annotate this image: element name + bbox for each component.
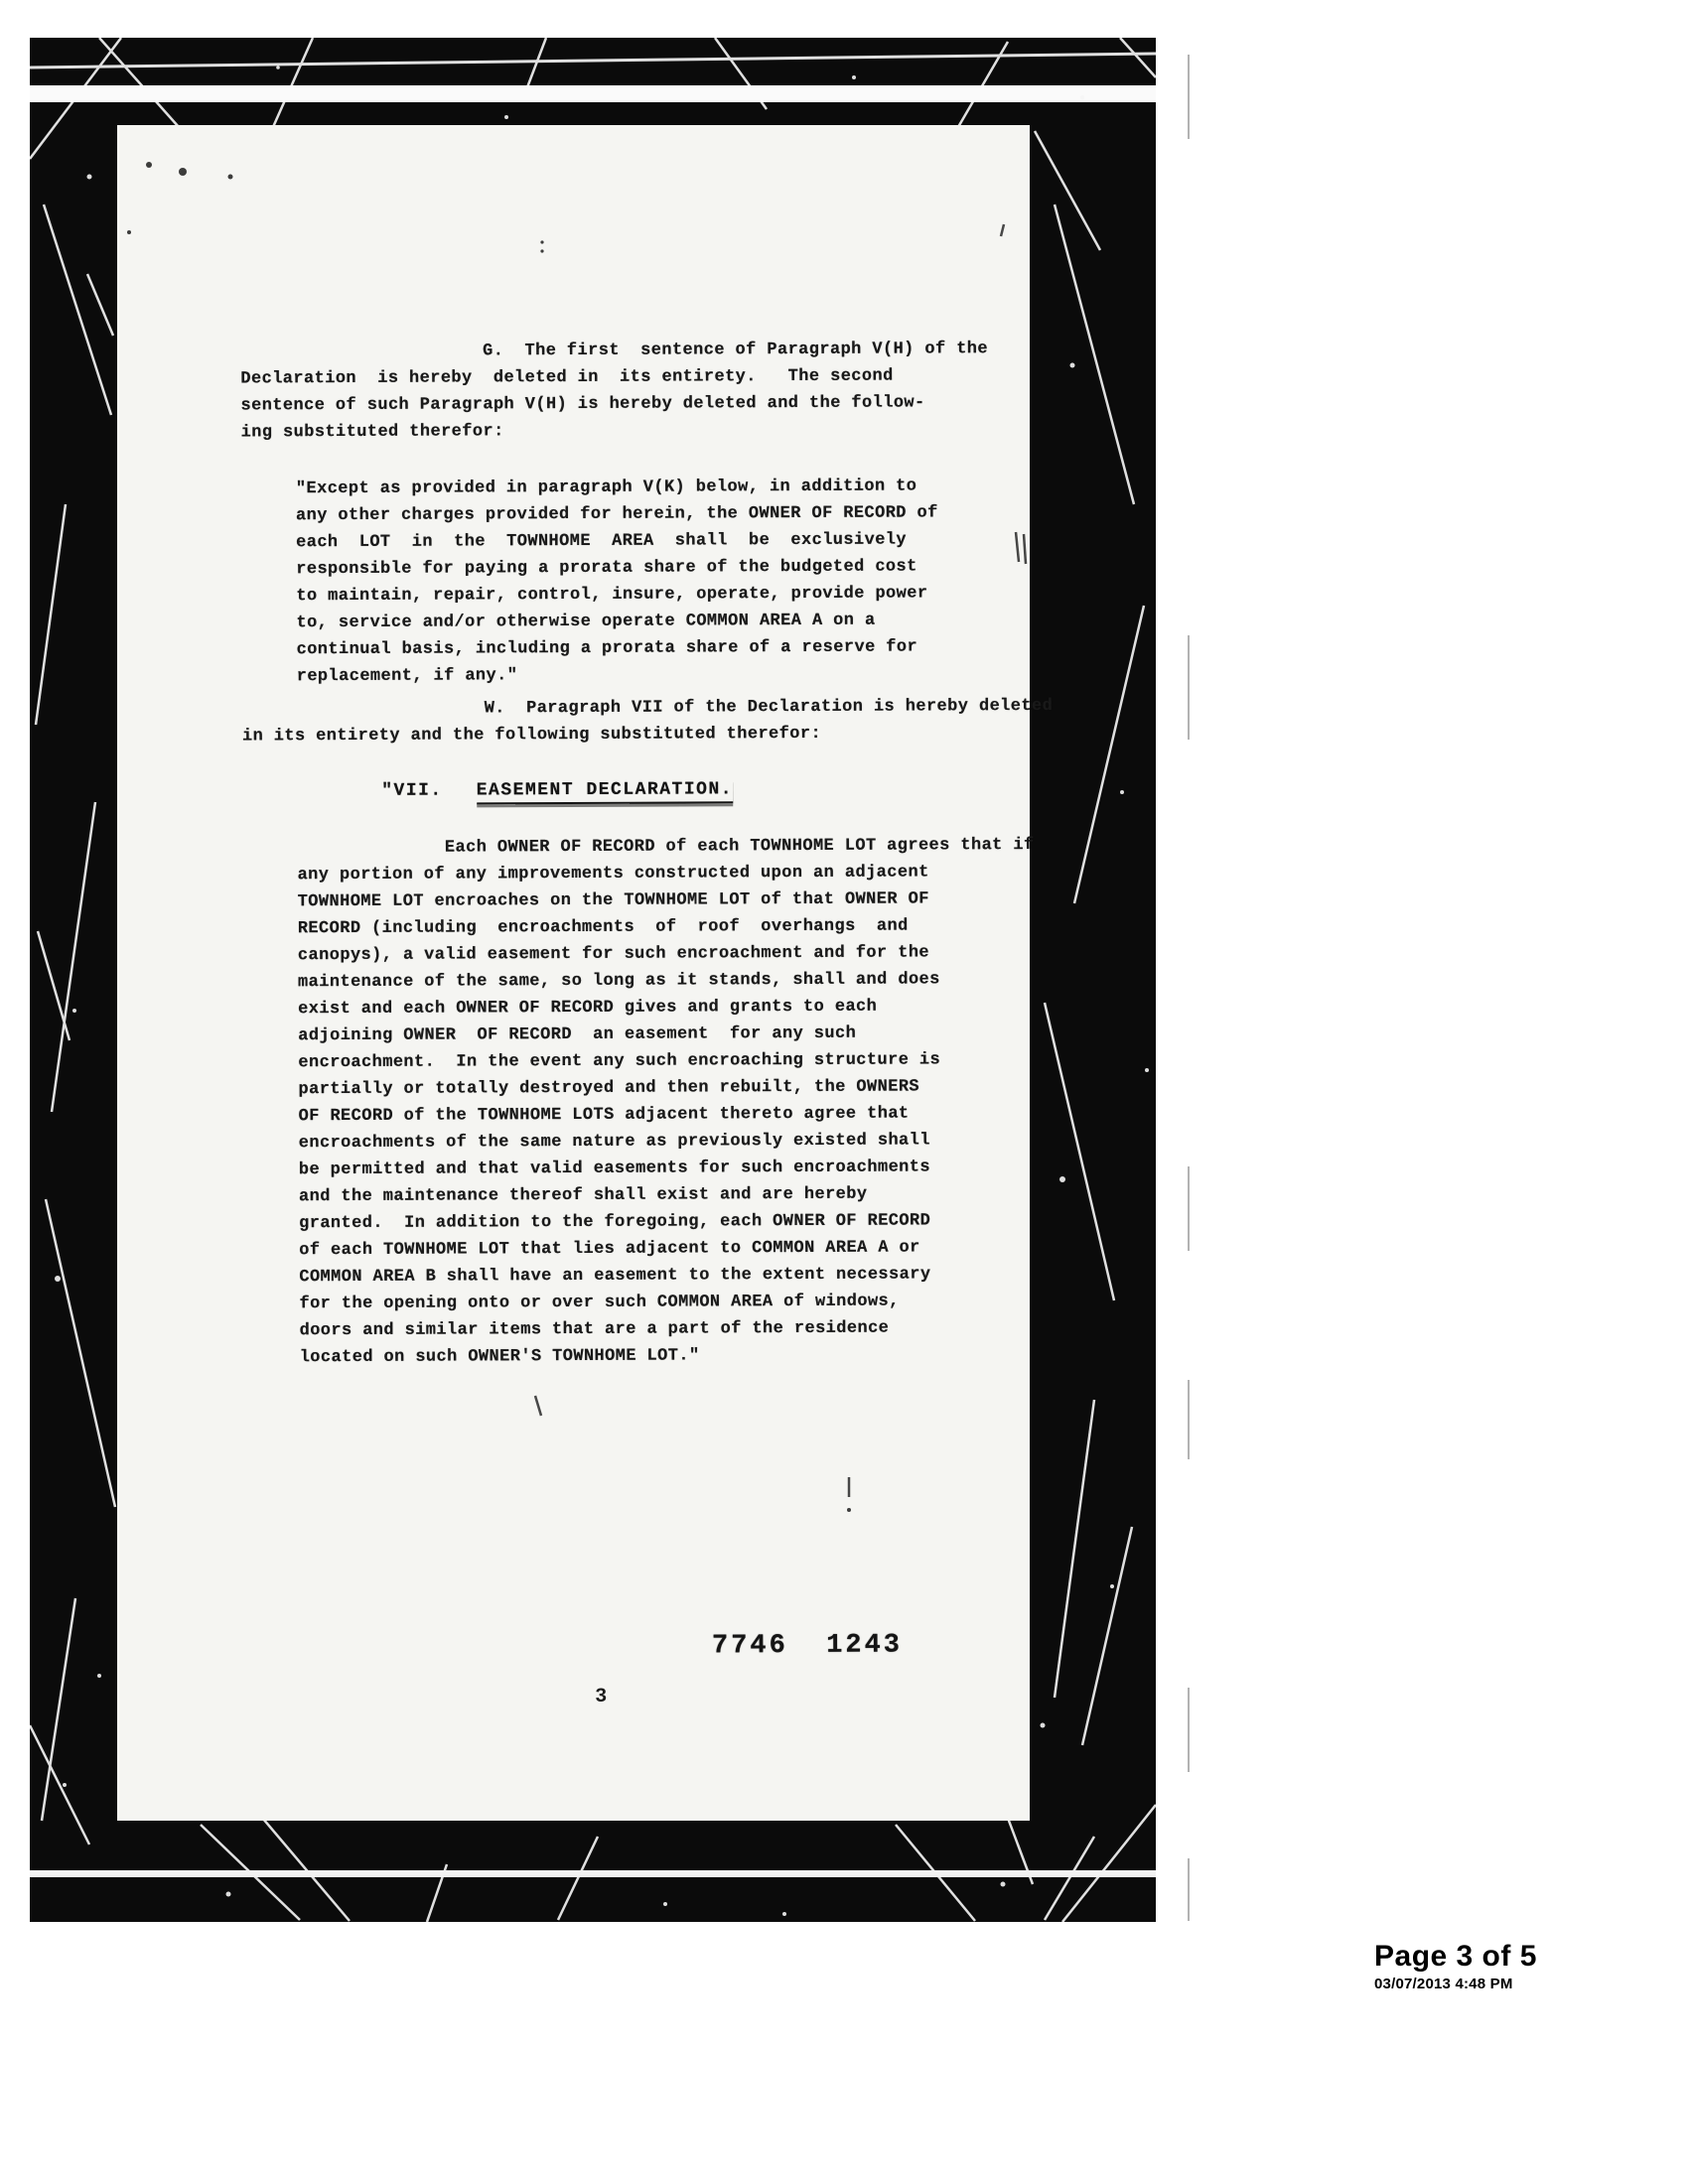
footer-page-label: Page 3 of 5 xyxy=(1374,1940,1537,1973)
recorder-stamp-number: 7746 1243 xyxy=(711,1630,904,1662)
document-text xyxy=(113,123,1054,1823)
margin-line xyxy=(1188,1858,1190,1921)
margin-line xyxy=(1188,55,1190,139)
margin-line xyxy=(1188,635,1190,740)
paragraph-w: W. Paragraph VII of the Declaration is hereby deleted in its entirety and the following substituted therefor: xyxy=(241,696,1054,747)
footer-timestamp: 03/07/2013 4:48 PM xyxy=(1374,1976,1513,1992)
substituted-text-quote: "Except as provided in paragraph V(K) below, in addition to any other charges provided for herein, the OWNER OF RECORD of each LOT in the TOWNHOME AREA shall be exclusively responsible for paying a prorata share of the budgeted cost to maintain, repair, control, insure, operate, provide power to, service and/or otherwise operate COMMON AREA A on a continual basis, including a prorata share of a reserve for replacement, if any." xyxy=(295,477,938,687)
section-heading xyxy=(381,779,733,801)
document-page xyxy=(117,125,1054,1821)
margin-line xyxy=(1188,1688,1190,1772)
page-number: 3 xyxy=(595,1685,608,1708)
section-heading-title: EASEMENT DECLARATION. xyxy=(477,779,733,804)
easement-paragraph: Each OWNER OF RECORD of each TOWNHOME LOT agrees that if any portion of any improvements constructed upon an adjacent TOWNHOME LOT encroaches on the TOWNHOME LOT of that OWNER OF RECORD (including encroachments of roof overhangs and canopys), a valid easement for such encroachment and for the maintenance of the same, so long as it stands, shall and does exist and each OWNER OF RECORD gives and grants to each adjoining OWNER OF RECORD an easement for any such encroachment. In the event any such encroaching structure is partially or totally destroyed and then rebuilt, the OWNERS OF RECORD of the TOWNHOME LOTS adjacent thereto agree that encroachments of the same nature as previously existed shall be permitted and that valid easements for such encroachments and the maintenance thereof shall exist and are hereby granted. In addition to the foregoing, each OWNER OF RECORD of each TOWNHOME LOT that lies adjacent to COMMON AREA A or COMMON AREA B shall have an easement to the extent necessary for the opening onto or over such COMMON AREA of windows, doors and similar items that are a part of the residence located on such OWNER'S TOWNHOME LOT." xyxy=(297,835,1035,1368)
margin-line xyxy=(1188,1380,1190,1459)
section-heading-prefix: "VII. xyxy=(381,780,443,801)
paragraph-g: G. The first sentence of Paragraph V(H) of the Declaration is hereby deleted in its entirety. The second sentence of such Paragraph V(H) is hereby deleted and the follow- ing substituted therefor: xyxy=(240,340,989,443)
margin-line xyxy=(1188,1166,1190,1251)
viewer-footer xyxy=(1374,1940,1537,1992)
